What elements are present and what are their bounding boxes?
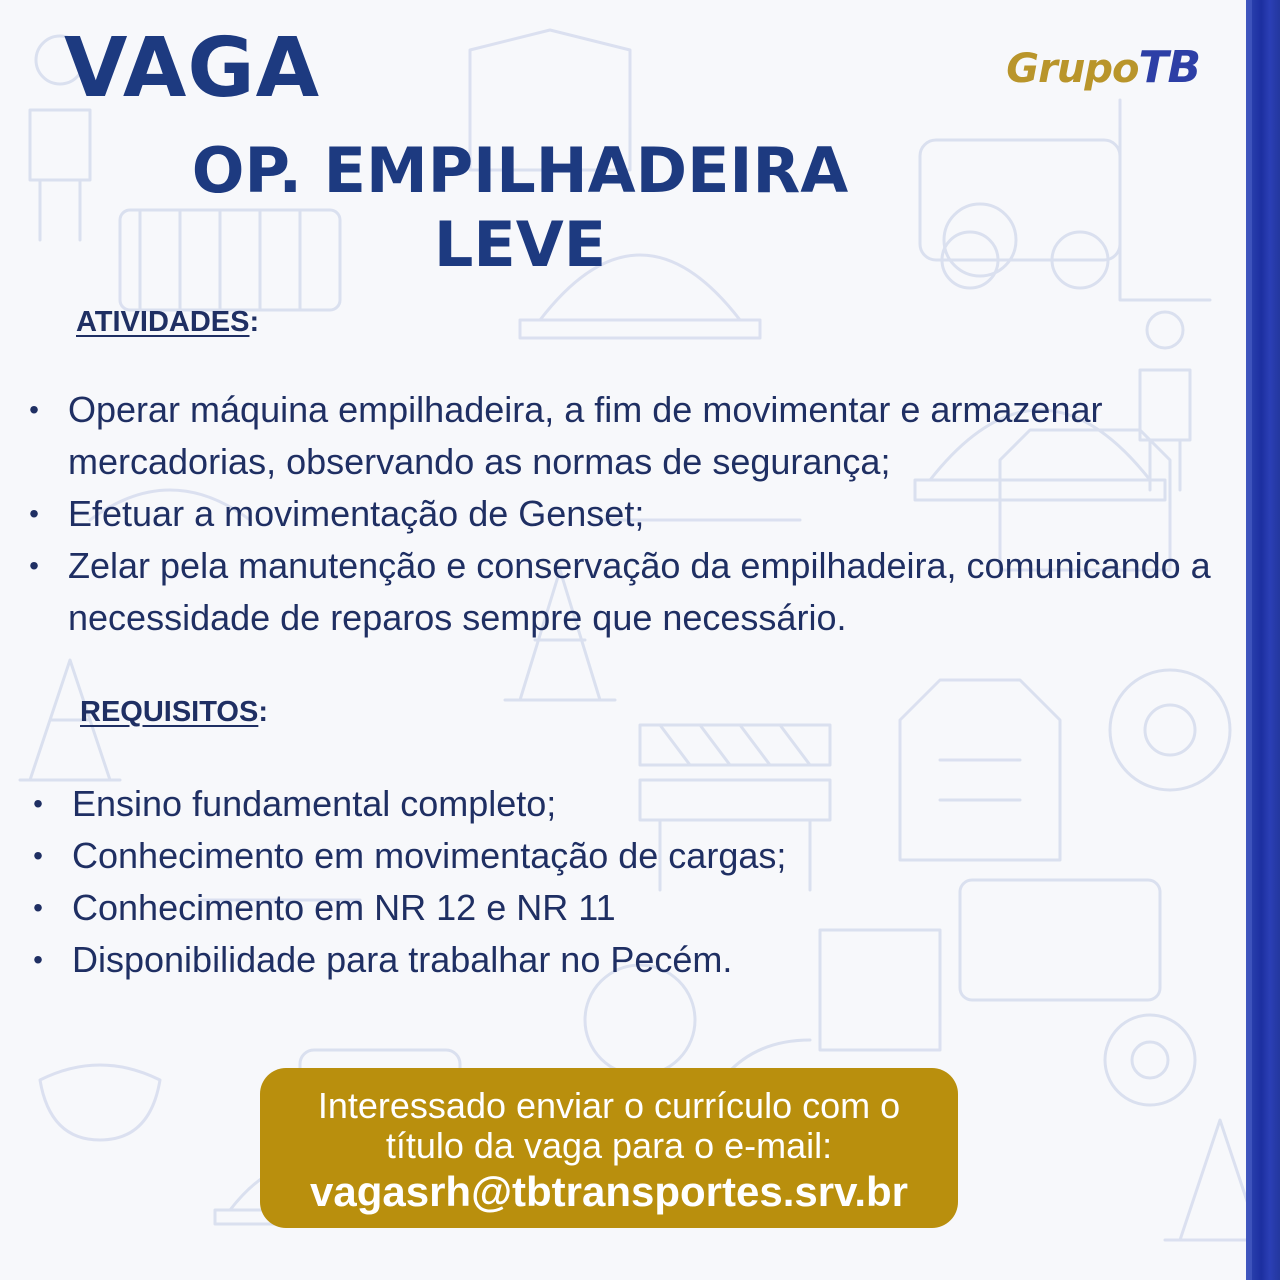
list-item-text: Disponibilidade para trabalhar no Pecém. bbox=[72, 939, 733, 980]
atividades-heading-text: ATIVIDADES bbox=[76, 306, 250, 338]
logo-grupo-text: Grupo bbox=[1006, 46, 1139, 92]
list-item-text: Zelar pela manutenção e conservação da empilhadeira, comunicando a necessidade de reparos sempre que necessário. bbox=[68, 545, 1211, 638]
grupo-tb-logo bbox=[1006, 42, 1200, 93]
job-title-line2: LEVE bbox=[433, 208, 607, 281]
cta-line1: Interessado enviar o currículo com o bbox=[317, 1085, 901, 1126]
list-item bbox=[29, 540, 1218, 644]
list-item-text: Conhecimento em movimentação de cargas; bbox=[72, 835, 787, 876]
requisitos-heading bbox=[80, 698, 268, 727]
list-item bbox=[33, 830, 1172, 882]
list-item-text: Efetuar a movimentação de Genset; bbox=[68, 493, 645, 534]
atividades-heading bbox=[76, 308, 259, 337]
list-item bbox=[29, 384, 1218, 488]
list-item-text: Operar máquina empilhadeira, a fim de movimentar e armazenar mercadorias, observando as normas de segurança; bbox=[68, 389, 1103, 482]
atividades-list bbox=[29, 384, 1218, 644]
bullet-icon: • bbox=[33, 892, 43, 923]
list-item-text: Ensino fundamental completo; bbox=[72, 783, 557, 824]
apply-callout-box bbox=[260, 1068, 958, 1228]
requisitos-heading-text: REQUISITOS bbox=[80, 696, 259, 728]
bullet-icon: • bbox=[33, 944, 43, 975]
job-title-line1: OP. EMPILHADEIRA bbox=[191, 134, 849, 207]
list-item bbox=[33, 778, 1172, 830]
list-item bbox=[29, 488, 1218, 540]
bullet-icon: • bbox=[33, 840, 43, 871]
contact-email[interactable]: vagasrh@tbtransportes.srv.br bbox=[309, 1168, 909, 1215]
logo-tb-text: TB bbox=[1138, 42, 1200, 93]
list-item-text: Conhecimento em NR 12 e NR 11 bbox=[72, 887, 616, 928]
list-item bbox=[33, 934, 1172, 986]
requisitos-heading-colon: : bbox=[258, 696, 269, 728]
list-item bbox=[33, 882, 1172, 934]
bullet-icon: • bbox=[29, 550, 39, 581]
bullet-icon: • bbox=[29, 498, 39, 529]
vaga-heading: VAGA bbox=[64, 21, 321, 116]
bullet-icon: • bbox=[33, 788, 43, 819]
requisitos-list bbox=[33, 778, 1172, 986]
bullet-icon: • bbox=[29, 394, 39, 425]
cta-line2: título da vaga para o e-mail: bbox=[385, 1125, 833, 1166]
atividades-heading-colon: : bbox=[249, 306, 260, 338]
